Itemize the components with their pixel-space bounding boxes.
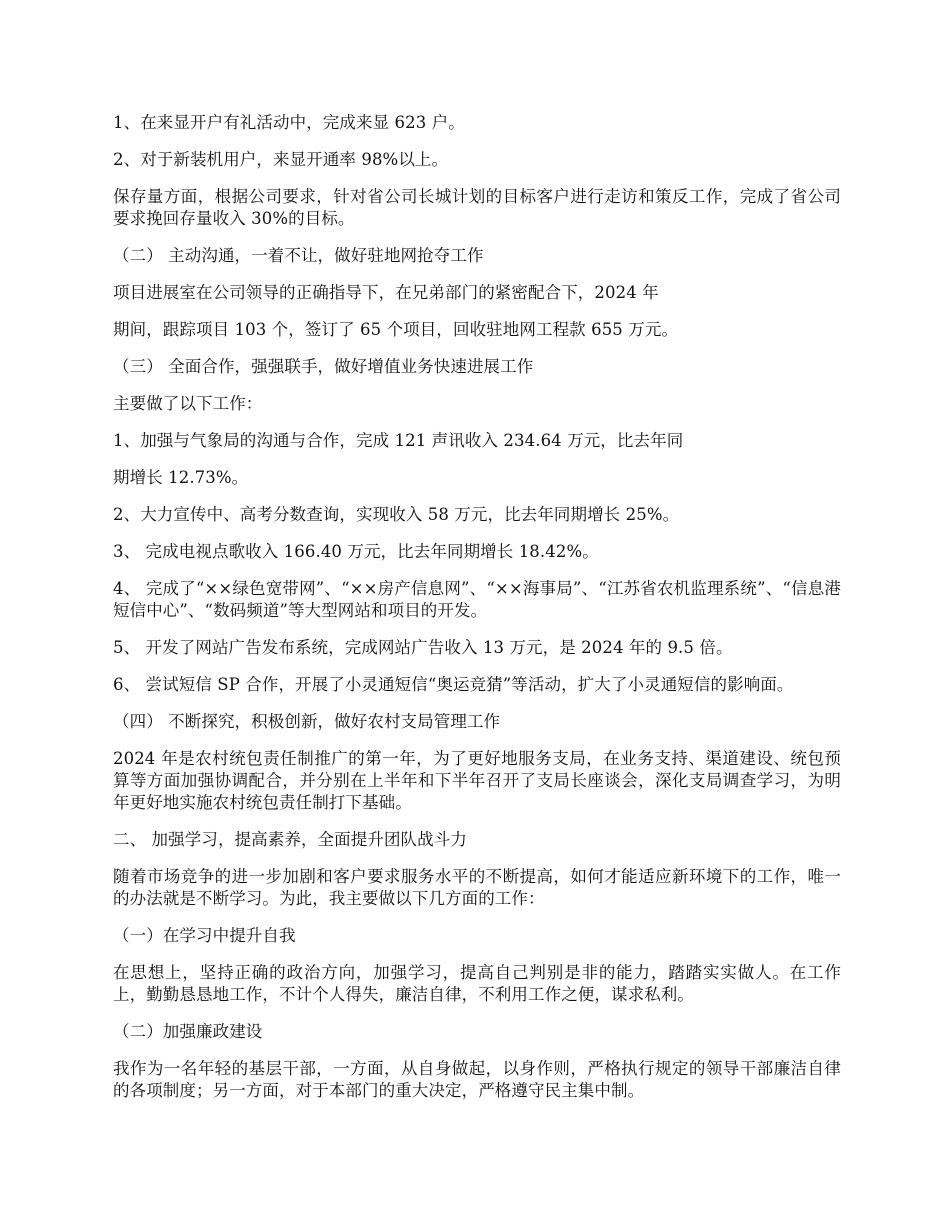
paragraph-17: 2024 年是农村统包责任制推广的第一年，为了更好地服务支局，在业务支持、渠道建设、统包预算等方面加强协调配合，并分别在上半年和下半年召开了支局长座谈会，深化支局调查学习，为明年更好地实施农村统包责任制打下基础。 [113,749,841,812]
paragraph-3: 保存量方面，根据公司要求，针对省公司长城计划的目标客户进行走访和策反工作，完成了省公司要求挽回存量收入 30%的目标。 [113,187,841,228]
section-heading-4: （四） 不断探究，积极创新，做好农村支局管理工作 [113,712,501,731]
paragraph-23: 我作为一名年轻的基层干部，一方面，从自身做起，以身作则，严格执行规定的领导干部廉洁自律的各项制度；另一方面，对于本部门的重大决定，严格遵守民主集中制。 [113,1059,841,1100]
document-body [113,112,841,1117]
paragraph-8: 主要做了以下工作： [113,394,263,413]
section-heading-3: （三） 全面合作，强强联手，做好增值业务快速进展工作 [113,357,534,376]
paragraph-5: 项目进展室在公司领导的正确指导下，在兄弟部门的紧密配合下，2024 年 [113,283,659,302]
section-heading-major-2: 二、 加强学习，提高素养，全面提升团队战斗力 [113,830,467,849]
paragraph-1: 1、在来显开户有礼活动中，完成来显 623 户。 [113,113,465,132]
paragraph-2: 2、对于新装机用户，来显开通率 98%以上。 [113,150,449,169]
subsection-heading-1: （一）在学习中提升自我 [113,926,296,945]
paragraph-6: 期间，跟踪项目 103 个，签订了 65 个项目，回收驻地网工程款 655 万元。 [113,320,679,339]
paragraph-11: 2、大力宣传中、高考分数查询，实现收入 58 万元，比去年同期增长 25%。 [113,505,680,524]
section-heading-2: （二） 主动沟通，一着不让，做好驻地网抢夺工作 [113,246,484,265]
subsection-heading-2: （二）加强廉政建设 [113,1022,263,1041]
paragraph-14: 5、 开发了网站广告发布系统，完成网站广告收入 13 万元，是 2024 年的 9.5 倍。 [113,638,733,657]
paragraph-13: 4、 完成了“××绿色宽带网”、“××房产信息网”、“××海事局”、“江苏省农机监理系统”、“信息港短信中心”、“数码频道”等大型网站和项目的开发。 [113,579,841,620]
paragraph-19: 随着市场竞争的进一步加剧和客户要求服务水平的不断提高，如何才能适应新环境下的工作，唯一的办法就是不断学习。为此，我主要做以下几方面的工作： [113,867,841,908]
paragraph-10: 期增长 12.73%。 [113,468,249,487]
paragraph-21: 在思想上，坚持正确的政治方向，加强学习，提高自己判别是非的能力，踏踏实实做人。在工作上，勤勤恳恳地工作，不计个人得失，廉洁自律，不利用工作之便，谋求私利。 [113,963,841,1004]
paragraph-12: 3、 完成电视点歌收入 166.40 万元，比去年同期增长 18.42%。 [113,542,599,561]
paragraph-9: 1、加强与气象局的沟通与合作，完成 121 声讯收入 234.64 万元，比去年同 [113,431,684,450]
paragraph-15: 6、 尝试短信 SP 合作，开展了小灵通短信“奥运竞猜”等活动，扩大了小灵通短信的影响面。 [113,675,794,694]
